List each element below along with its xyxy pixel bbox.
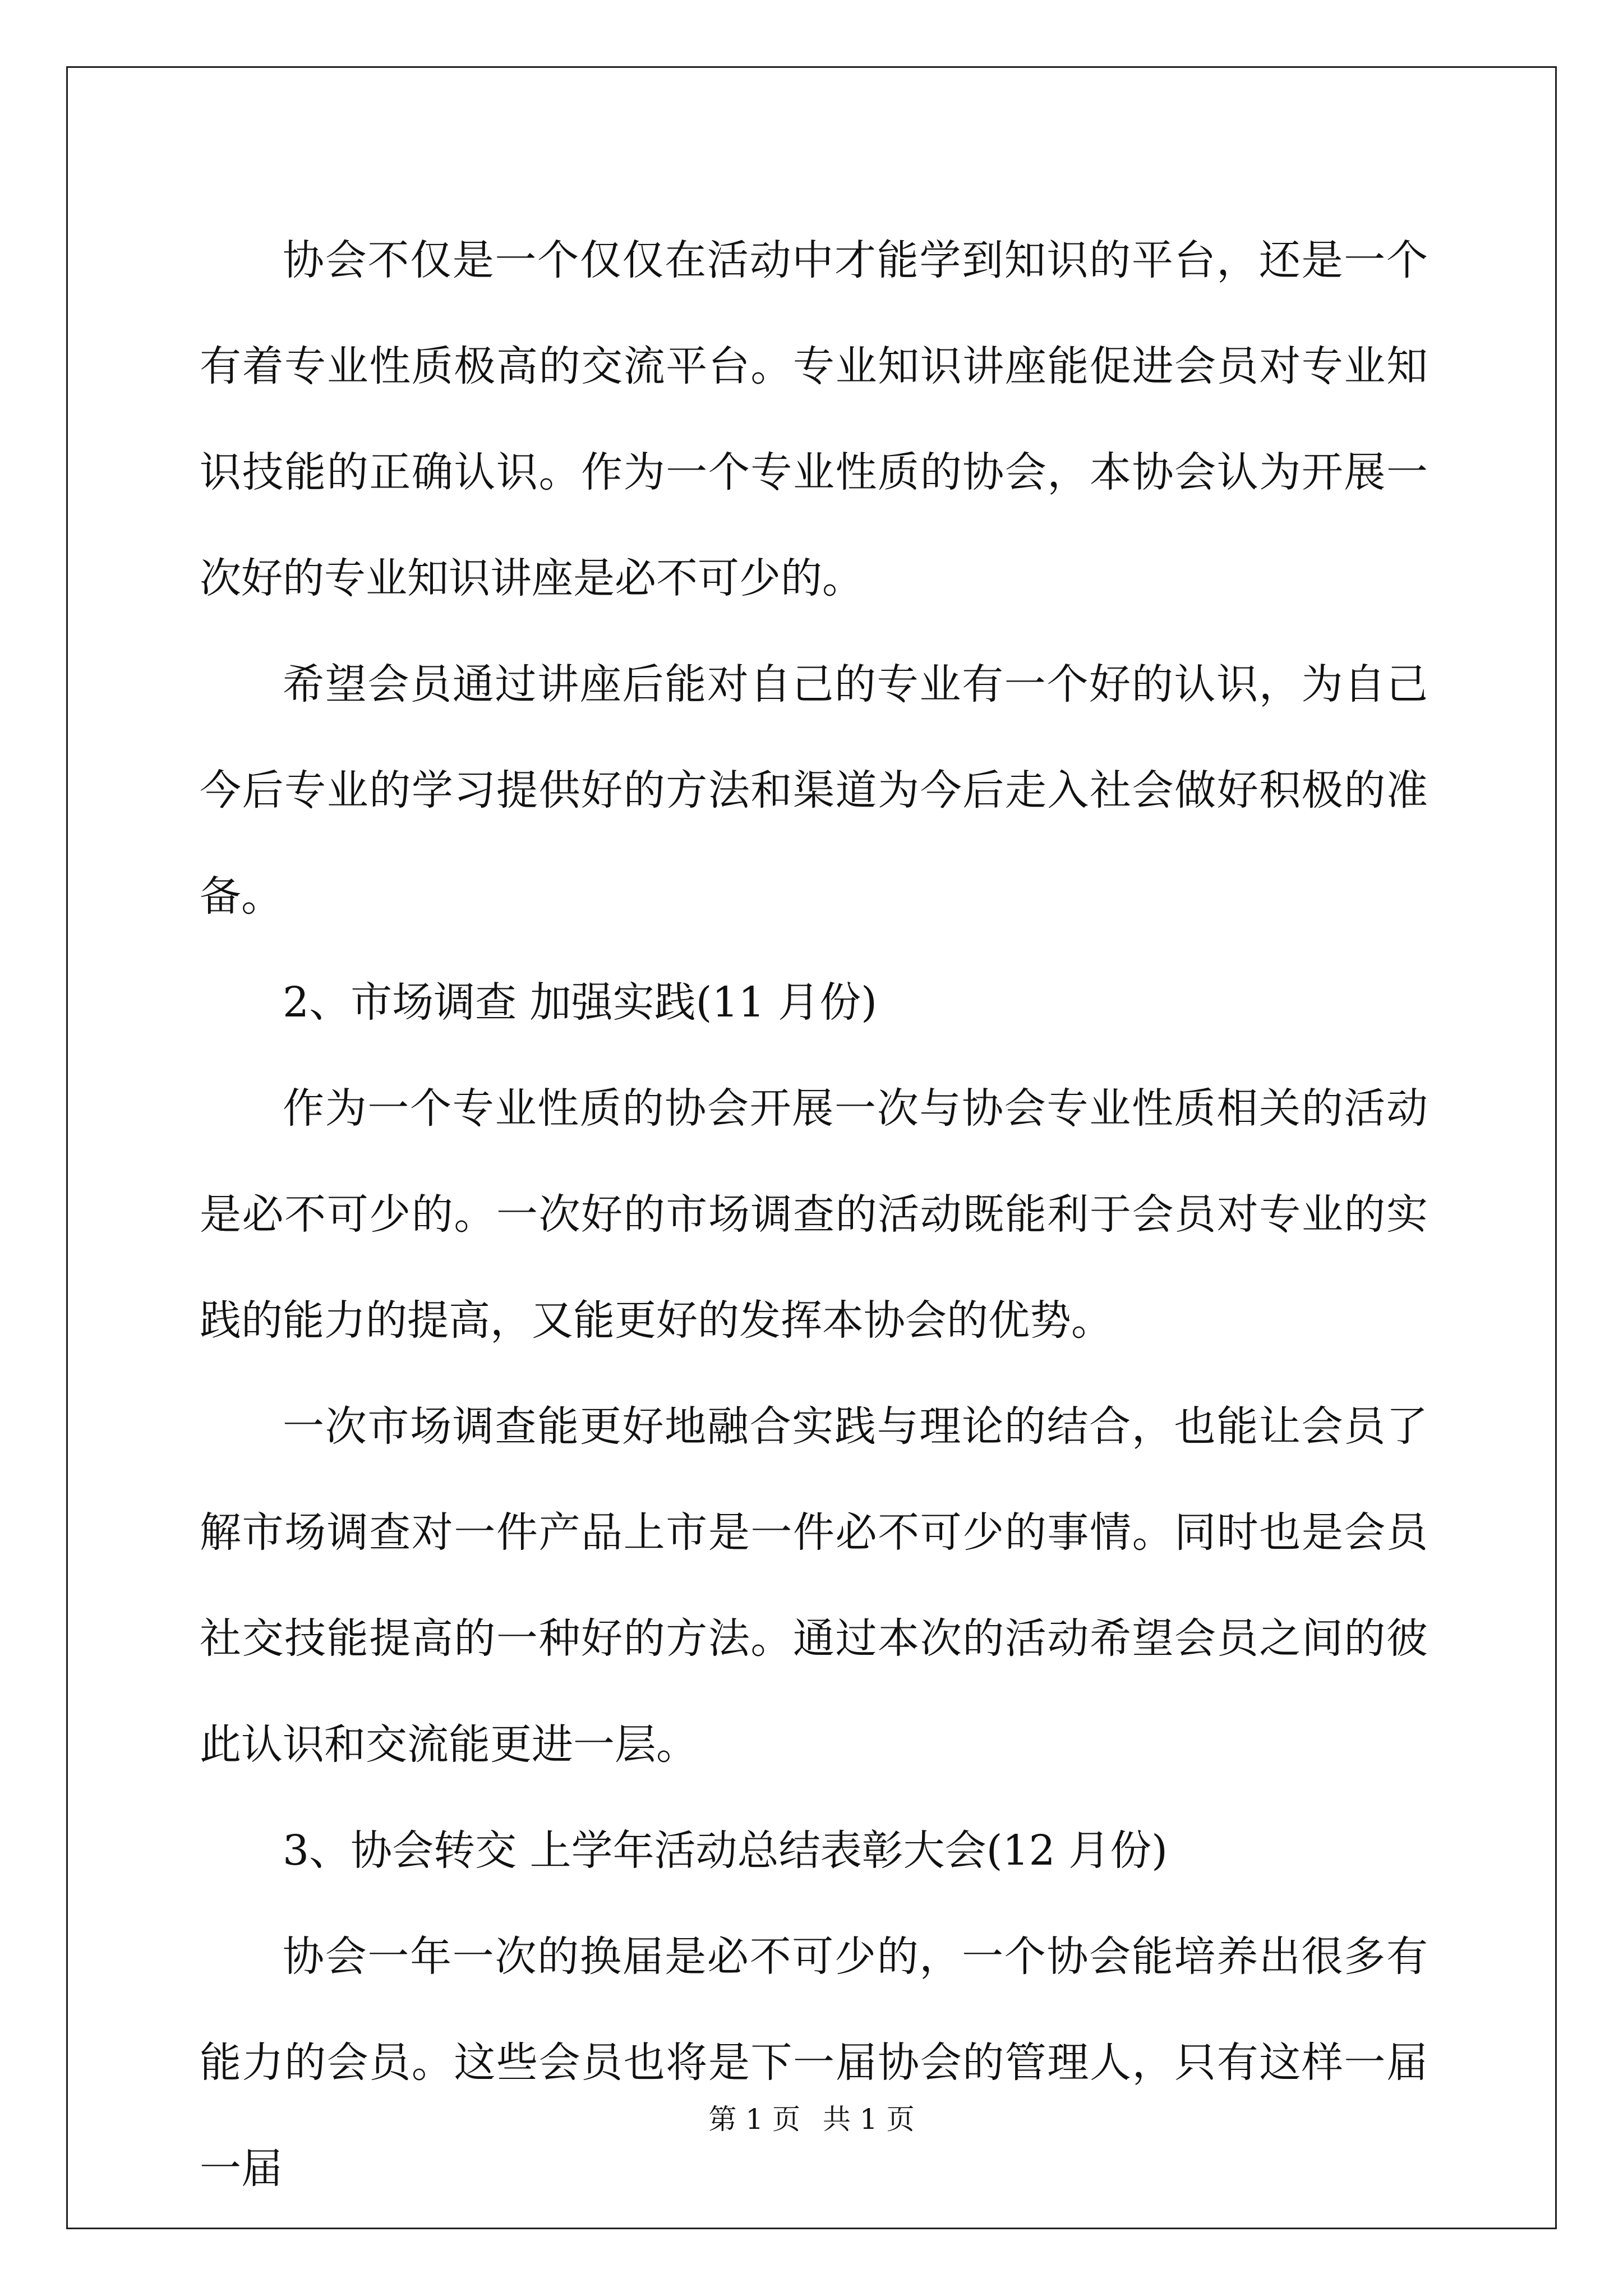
- paragraph-3: 作为一个专业性质的协会开展一次与协会专业性质相关的活动是必不可少的。一次好的市场调查的活动既能利于会员对专业的实践的能力的提高，又能更好的发挥本协会的优势。: [200, 1084, 1428, 1345]
- page-footer: [0, 2102, 1623, 2136]
- paragraph-4: 一次市场调查能更好地融合实践与理论的结合，也能让会员了解市场调查对一件产品上市是一件必不可少的事情。同时也是会员社交技能提高的一种好的方法。通过本次的活动希望会员之间的彼此认识和交流能更进一层。: [200, 1402, 1428, 1769]
- section-heading-3: 3、协会转交 上学年活动总结表彰大会(12 月份): [283, 1826, 1168, 1875]
- paragraph-5: 协会一年一次的换届是必不可少的，一个协会能培养出很多有能力的会员。这些会员也将是下一届协会的管理人，只有这样一届一届: [200, 1932, 1428, 2193]
- paragraph-1: 协会不仅是一个仅仅在活动中才能学到知识的平台，还是一个有着专业性质极高的交流平台。专业知识讲座能促进会员对专业知识技能的正确认识。作为一个专业性质的协会，本协会认为开展一次好的专业知识讲座是必不可少的。: [200, 236, 1428, 602]
- section-heading-2: 2、市场调查 加强实践(11 月份): [283, 978, 878, 1027]
- document-body: [200, 208, 1428, 2222]
- page-number: 第 1 页: [708, 2103, 800, 2136]
- paragraph-2: 希望会员通过讲座后能对自己的专业有一个好的认识，为自己今后专业的学习提供好的方法和渠道为今后走入社会做好积极的准备。: [200, 660, 1428, 921]
- page-total: 共 1 页: [823, 2103, 915, 2136]
